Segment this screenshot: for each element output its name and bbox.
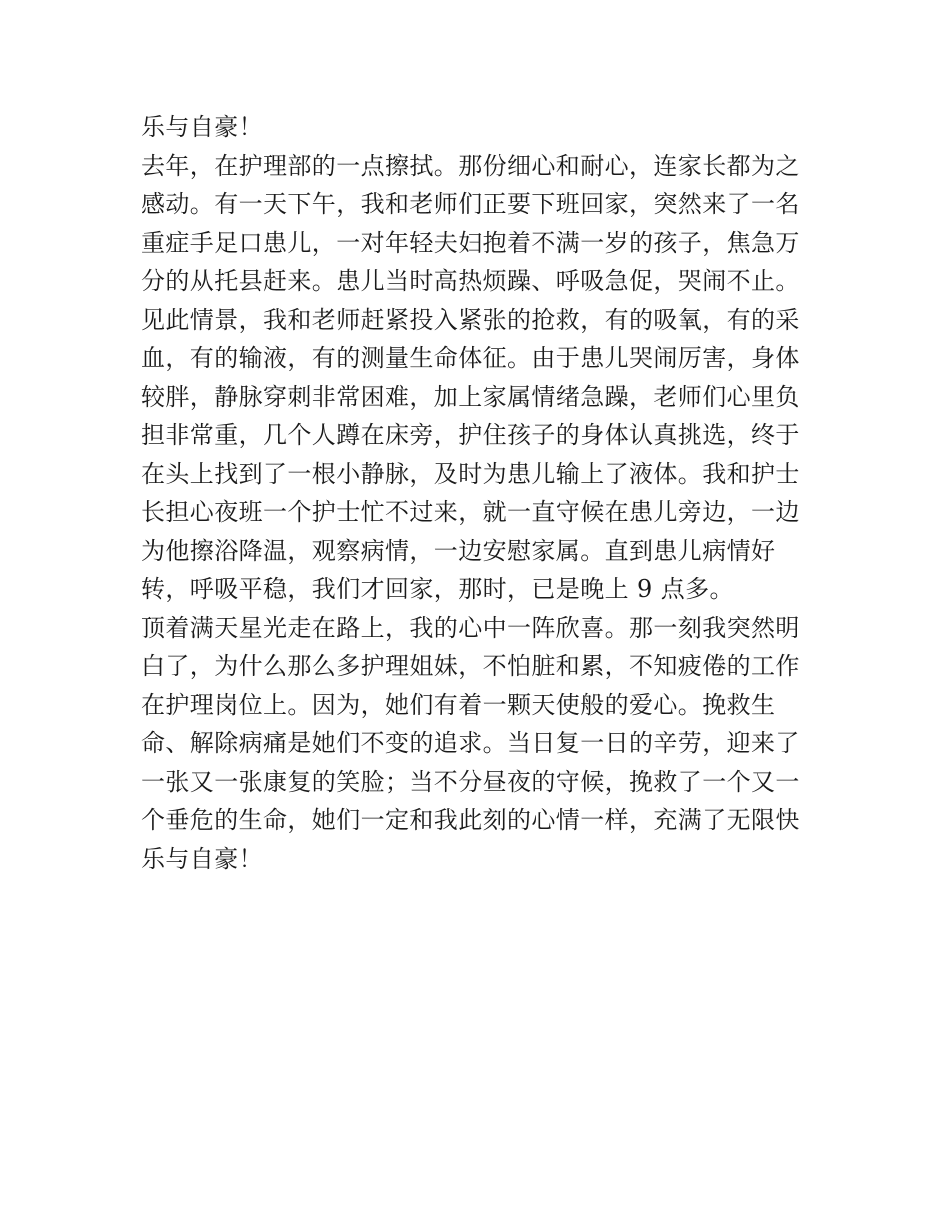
text-line: 命、解除病痛是她们不变的追求。当日复一日的辛劳，迎来了	[141, 729, 800, 757]
text-line: 乐与自豪！	[141, 844, 263, 873]
text-line: 在头上找到了一根小静脉，及时为患儿输上了液体。我和护士	[141, 459, 800, 488]
text-line: 重症手足口患儿，一对年轻夫妇抱着不满一岁的孩子，焦急万	[141, 228, 800, 257]
text-line: 感动。有一天下午，我和老师们正要下班回家，突然来了一名	[141, 190, 800, 218]
text-line: 长担心夜班一个护士忙不过来，就一直守候在患儿旁边，一边	[141, 498, 800, 526]
text-line: 个垂危的生命，她们一定和我此刻的心情一样，充满了无限快	[141, 806, 800, 834]
text-line: 乐与自豪！	[141, 113, 263, 141]
text-line: 去年，在护理部的一点擦拭。那份细心和耐心，连家长都为之	[141, 151, 800, 180]
text-line: 一张又一张康复的笑脸；当不分昼夜的守候，挽救了一个又一	[141, 767, 800, 796]
text-line: 血，有的输液，有的测量生命体征。由于患儿哭闹厉害，身体	[141, 344, 800, 372]
text-line: 分的从托县赶来。患儿当时高热烦躁、呼吸急促，哭闹不止。	[141, 267, 800, 295]
text-line: 为他擦浴降温，观察病情，一边安慰家属。直到患儿病情好	[141, 536, 776, 565]
text-line: 转，呼吸平稳，我们才回家，那时，已是晚上 9 点多。	[141, 575, 734, 603]
text-line: 较胖，静脉穿刺非常困难，加上家属情绪急躁，老师们心里负	[141, 382, 800, 411]
text-line: 担非常重，几个人蹲在床旁，护住孩子的身体认真挑选，终于	[141, 421, 800, 449]
body-text	[141, 108, 813, 878]
text-line: 在护理岗位上。因为，她们有着一颗天使般的爱心。挽救生	[141, 690, 776, 719]
text-line: 白了，为什么那么多护理姐妹，不怕脏和累，不知疲倦的工作	[141, 652, 800, 680]
text-line: 见此情景，我和老师赶紧投入紧张的抢救，有的吸氧，有的采	[141, 305, 800, 334]
text-line: 顶着满天星光走在路上，我的心中一阵欣喜。那一刻我突然明	[141, 613, 800, 642]
